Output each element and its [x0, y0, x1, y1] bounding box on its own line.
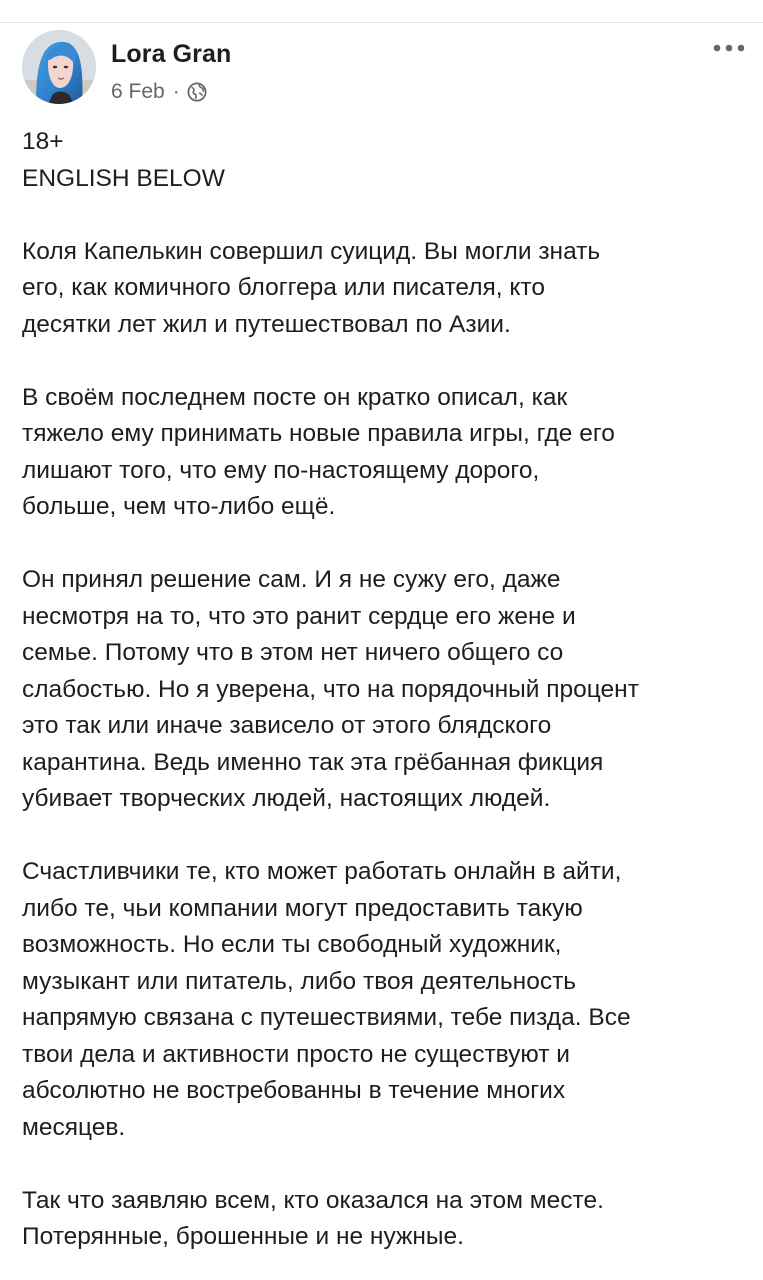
- post-paragraph: Он принял решение сам. И я не сужу его, даже несмотря на то, что это ранит сердце его жене и семье. Потому что в этом нет ничего общего со слабостью. Но я уверена, что на порядочный процент это так или иначе зависело от этого блядского карантина. Ведь именно так эта грёбанная фикция убивает творческих людей, настоящих людей.: [22, 566, 639, 812]
- avatar-image: [22, 30, 96, 104]
- post-paragraph: 18+ ENGLISH BELOW: [22, 128, 225, 192]
- post-paragraph: Коля Капелькин совершил суицид. Вы могли знать его, как комичного блоггера или писателя, кто десятки лет жил и путешествовал по Азии.: [22, 237, 601, 338]
- post-header: [22, 30, 747, 106]
- more-options-button[interactable]: [711, 36, 747, 60]
- globe-icon[interactable]: [187, 82, 207, 102]
- post-date[interactable]: 6 Feb: [111, 80, 165, 103]
- meta-separator: ·: [172, 80, 180, 103]
- more-options-icon: [712, 43, 746, 53]
- post-paragraph: В своём последнем посте он кратко описал, как тяжело ему принимать новые правила игры, где его лишают того, что ему по-настоящему дорого, больше, чем что-либо ещё.: [22, 383, 615, 520]
- author-name[interactable]: Lora Gran: [111, 40, 232, 68]
- post-paragraph: Счастливчики те, кто может работать онлайн в айти, либо те, чьи компании могут предоставить такую возможность. Но если ты свободный художник, музыкант или питатель, либо твоя деятельность напрямую связана с путешествиями, тебе пизда. Все твои дела и активности просто не существуют и абсолютно не востребованны в течение многих месяцев.: [22, 858, 631, 1141]
- post-paragraph: Так что заявляю всем, кто оказался на этом месте. Потерянные, брошенные и не нужные.: [22, 1186, 604, 1250]
- avatar[interactable]: [22, 30, 96, 104]
- post-body: [22, 124, 747, 1256]
- top-divider: [0, 22, 763, 23]
- post-meta: [111, 79, 207, 105]
